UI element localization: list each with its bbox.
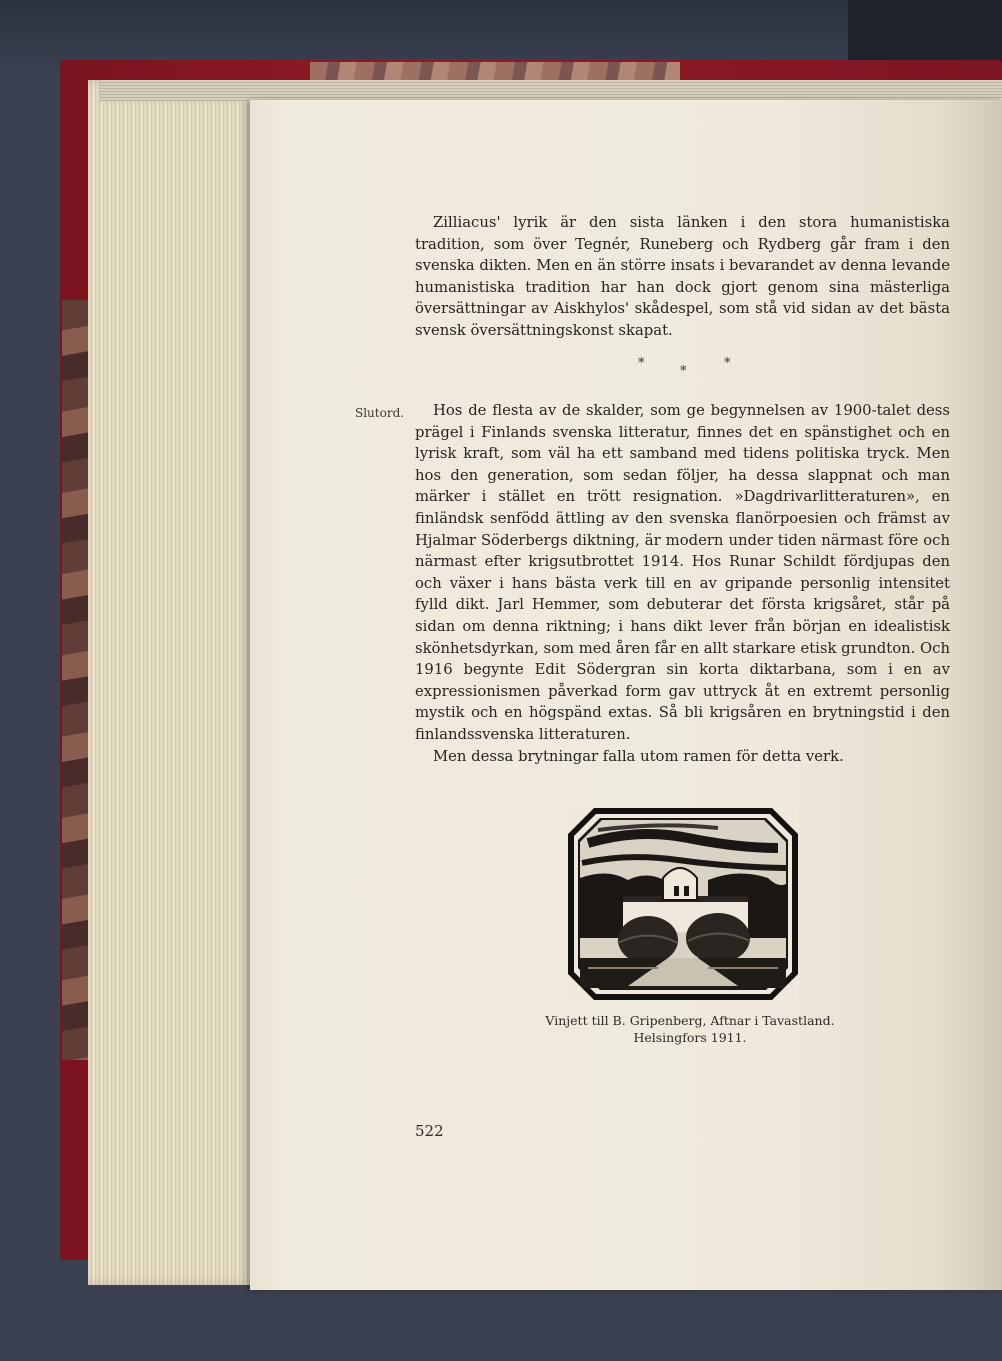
caption-line: Helsingfors 1911.: [633, 1030, 747, 1045]
vignette-woodcut: [568, 808, 798, 1000]
paragraph-text: Hos de flesta av de skalder, som ge begynnelsen av 1900-talet dess prägel i Finlands svenska litteratur, finnes det en spänstighet och en lyrisk kraft, som väl ha ett samband med tidens politiska tryck. Men hos den generation, som sedan följer, ha dessa slappnat och man märker i stället en trött resignation. »Dagdrivarlitteraturen», en finländsk senfödd ättling av den svenska flanörpoesien och främst av Hjalmar Söderbergs diktning, är modern under tiden närmast före och närmast efter krigsutbrottet 1914. Hos Runar Schildt fördjupas den och växer i hans bästa verk till en av gripande personlig intensitet fylld dikt. Jarl Hemmer, som debuterar det första krigsåret, står på sidan om denna riktning; i hans dikt lever från början en idealistisk skönhetsdyrkan, som med åren får en allt starkare etisk grundton. Och 1916 begynte Edit Södergran sin korta diktarbana, som i en av expressionismen påverkad form gav uttryck åt en extremt personlig mystik och en högspänd extas. Så bli krigsåren en brytningstid i den finlandssvenska litteraturen.: [415, 402, 950, 743]
paragraph-zilliacus: [415, 212, 950, 342]
divider-star: *: [680, 364, 687, 379]
paragraph-text: Men dessa brytningar falla utom ramen för detta verk.: [433, 747, 844, 765]
paragraph-text: Zilliacus' lyrik är den sista länken i den stora humanistiska tradition, som över Tegnér, Runeberg och Rydberg går fram i den svenska dikten. Men en än större insats i bevarandet av denna levande humanistiska tradition har han dock gjort genom sina mästerliga översättningar av Aiskhylos' skådespel, som stå vid sidan av det bästa svensk översättningskonst skapat.: [415, 214, 950, 339]
vignette-caption: [505, 1012, 875, 1046]
cover-marbling: [310, 62, 680, 82]
divider-star: *: [638, 356, 645, 371]
section-divider: [630, 352, 750, 382]
page-number: 522: [415, 1122, 444, 1140]
book-spine: [62, 300, 88, 1060]
paragraph-slutord: [415, 400, 950, 767]
caption-line: Vinjett till B. Gripenberg, Aftnar i Tavastland.: [545, 1013, 835, 1028]
page-edges: [88, 80, 253, 1285]
margin-note: Slutord.: [355, 406, 405, 420]
divider-star: *: [724, 356, 731, 371]
page-top-edge: [100, 80, 1002, 102]
